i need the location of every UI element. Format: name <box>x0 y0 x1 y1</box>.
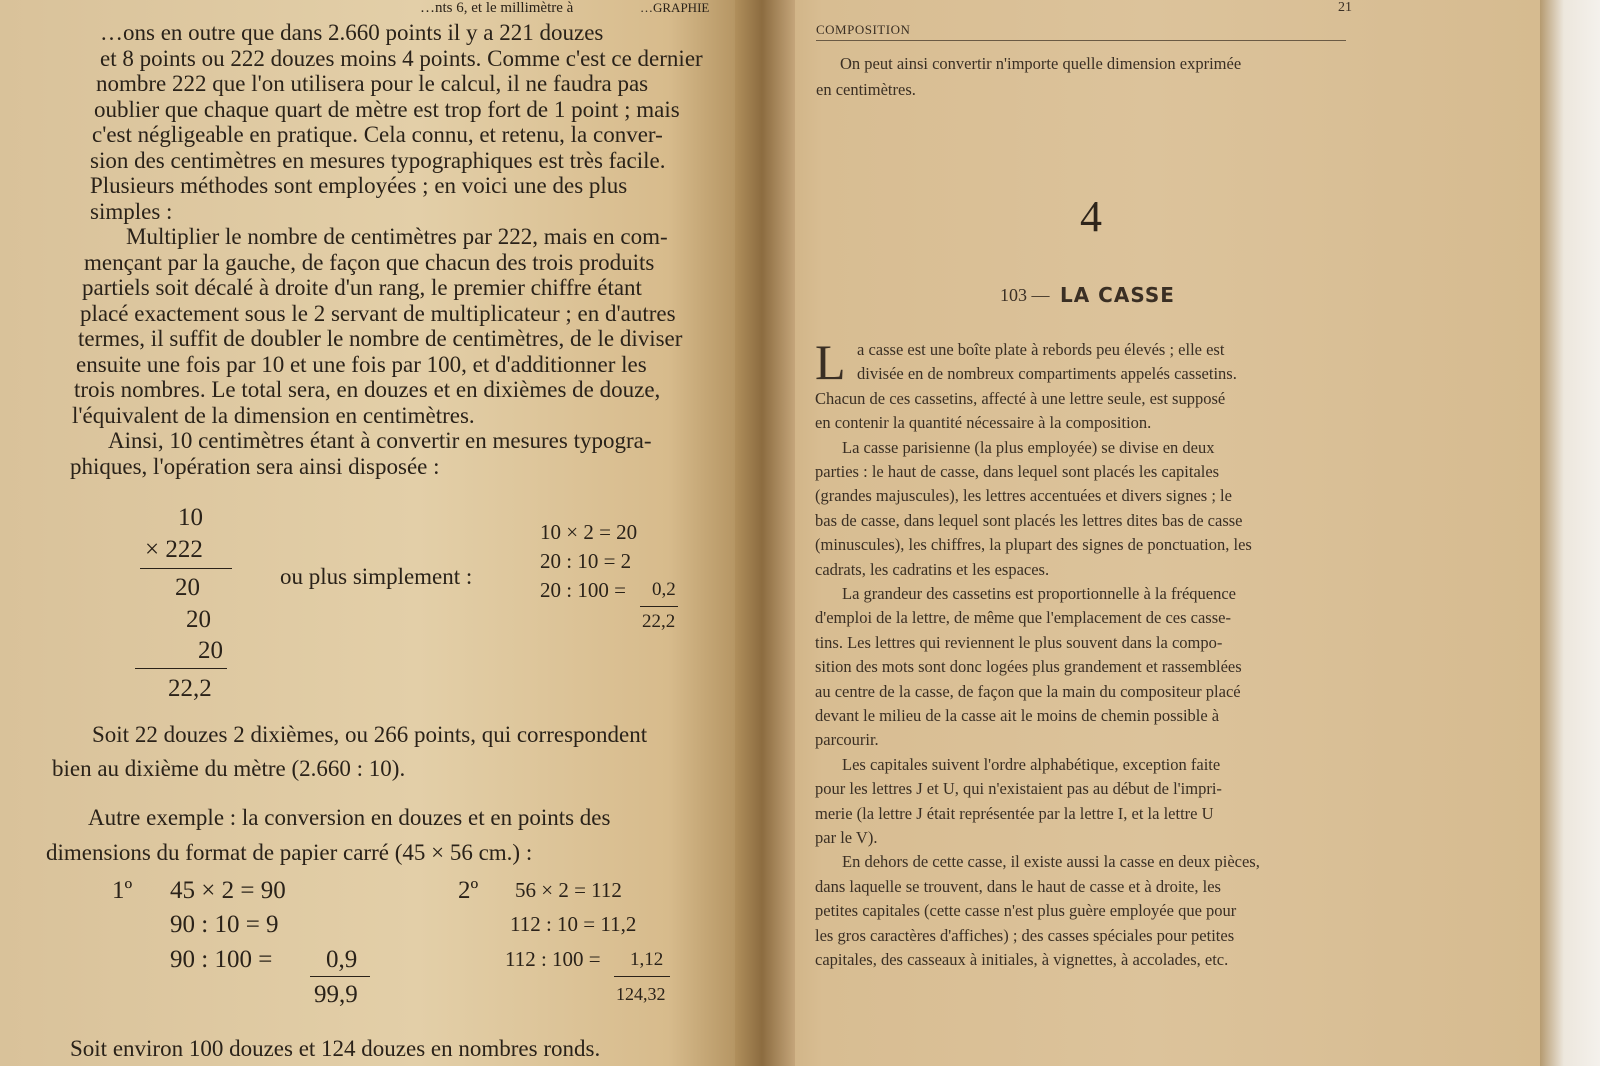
connector-text: ou plus simplement : <box>280 564 473 589</box>
text-line: d'emploi de la lettre, de même que l'emplacement de ces casse- <box>815 608 1231 628</box>
simple-line: 10 × 2 = 20 <box>540 520 638 544</box>
calc-line: 124,32 <box>616 984 666 1004</box>
left-running-head: …GRAPHIE <box>640 0 710 15</box>
text-line: parcourir. <box>815 730 879 750</box>
text-line: partiels soit décalé à droite d'un rang, le premier chiffre étant <box>82 275 642 300</box>
drop-cap: L <box>815 334 846 390</box>
mult-line: 20 <box>198 637 223 664</box>
section-number: 103 — <box>1000 285 1050 305</box>
text-line: Soit 22 douzes 2 dixièmes, ou 266 points, qui correspondent <box>92 722 648 747</box>
simple-line: 20 : 100 = <box>540 578 626 602</box>
intro-line: On peut ainsi convertir n'importe quelle dimension exprimée <box>840 54 1242 73</box>
text-line: simples : <box>90 198 173 224</box>
simple-line: 22,2 <box>642 611 676 632</box>
text-line: nombre 222 que l'on utilisera pour le calcul, il ne faudra pas <box>96 71 649 96</box>
text-line: l'équivalent de la dimension en centimètres. <box>72 402 475 428</box>
text-line: bien au dixième du mètre (2.660 : 10). <box>52 756 406 781</box>
text-line: dimensions du format de papier carré (45 × 56 cm.) : <box>46 840 533 865</box>
text-line: Soit environ 100 douzes et 124 douzes en nombres ronds. <box>70 1036 601 1061</box>
text-line: En dehors de cette casse, il existe aussi la casse en deux pièces, <box>842 852 1260 872</box>
text-line: et 8 points ou 222 douzes moins 4 points. Comme c'est ce dernier <box>100 45 703 71</box>
mult-line: 20 <box>186 606 211 633</box>
simple-line: 20 : 10 = 2 <box>540 549 632 573</box>
section-title: LA CASSE <box>1060 283 1175 307</box>
intro-line: en centimètres. <box>816 80 916 99</box>
rule <box>614 976 670 977</box>
header-rule <box>816 40 1346 41</box>
text-line: Multiplier le nombre de centimètres par 222, mais en com- <box>126 224 668 249</box>
text-line: trois nombres. Le total sera, en douzes et en dixièmes de douze, <box>74 377 661 402</box>
text-line: devant le milieu de la casse ait le moins de chemin possible à <box>815 706 1220 725</box>
calc-line: 90 : 10 = 9 <box>170 911 279 938</box>
text-line: petites capitales (cette casse n'est plus guère employée que pour <box>815 901 1237 921</box>
calc-line: 112 : 100 = <box>505 947 601 971</box>
text-line: sion des centimètres en mesures typographiques est très facile. <box>90 147 666 173</box>
text-line: (grandes majuscules), les lettres accentuées et divers signes ; le <box>815 486 1232 506</box>
text-line: (minuscules), les chiffres, la plupart des signes de ponctuation, les <box>815 535 1252 555</box>
book-gutter <box>735 0 795 1066</box>
page-number: 21 <box>1338 0 1352 15</box>
text-line: parties : le haut de casse, dans lequel sont placés les capitales <box>815 462 1220 481</box>
text-line: c'est négligeable en pratique. Cela connu, et retenu, la conver- <box>92 122 663 147</box>
calc-line: 90 : 100 = <box>170 946 273 973</box>
text-line: a casse est une boîte plate à rebords peu élevés ; elle est <box>857 340 1225 359</box>
text-line: placé exactement sous le 2 servant de multiplicateur ; en d'autres <box>80 300 676 326</box>
text-line: Les capitales suivent l'ordre alphabétique, exception faite <box>842 754 1221 774</box>
text-line: Plusieurs méthodes sont employées ; en voici une des plus <box>90 173 628 198</box>
text-line: par le V). <box>815 828 878 847</box>
text-line: pour les lettres J et U, qui n'existaient pas au début de l'impri- <box>815 779 1222 799</box>
rule <box>140 568 232 569</box>
calc-line: 112 : 10 = 11,2 <box>510 912 637 936</box>
text-line: mençant par la gauche, de façon que chacun des trois produits <box>84 249 655 275</box>
text-line: tins. Les lettres qui reviennent le plus souvent dans la compo- <box>815 632 1223 652</box>
text-line: La grandeur des cassetins est proportionnelle à la fréquence <box>842 584 1237 603</box>
text-line: sition des mots sont donc logées plus grandement et rassemblées <box>815 657 1242 677</box>
chapter-number: 4 <box>1080 192 1102 241</box>
example-label: 2º <box>458 877 479 904</box>
text-line: phiques, l'opération sera ainsi disposée : <box>70 453 440 479</box>
mult-line: × 222 <box>145 536 203 563</box>
text-line: au centre de la casse, de façon que la main du compositeur placé <box>815 681 1241 701</box>
text-line: oublier que chaque quart de mètre est trop fort de 1 point ; mais <box>94 96 680 122</box>
text-line: Chacun de ces cassetins, affecté à une lettre seule, est supposé <box>815 388 1226 408</box>
text-line: merie (la lettre J était représentée par la lettre I, et la lettre U <box>815 803 1214 823</box>
mult-line: 20 <box>175 574 200 601</box>
text-line: dans laquelle se trouvent, dans le haut de casse et à droite, les <box>815 876 1221 896</box>
rule <box>310 976 370 977</box>
page-edge <box>1540 0 1600 1066</box>
calc-line: 56 × 2 = 112 <box>515 878 622 902</box>
text-line: capitales, des casseaux à initiales, à vignettes, à accolades, etc. <box>815 950 1229 969</box>
mult-line: 22,2 <box>168 675 212 702</box>
text-line: cadrats, les cadratins et les espaces. <box>815 559 1050 579</box>
rule <box>135 668 227 669</box>
text-line: bas de casse, dans lequel sont placés les lettres dites bas de casse <box>815 510 1243 530</box>
text-line: ensuite une fois par 10 et une fois par 100, et d'additionner les <box>76 351 647 377</box>
text-line: en contenir la quantité nécessaire à la composition. <box>815 413 1152 433</box>
text-line: La casse parisienne (la plus employée) se divise en deux <box>842 437 1215 457</box>
text-line: les gros caractères d'affiches) ; des casses spéciales pour petites <box>815 925 1235 945</box>
calc-line: 0,9 <box>326 946 358 973</box>
text-line: …nts 6, et le millimètre à <box>420 0 574 16</box>
simple-line: 0,2 <box>652 579 676 600</box>
rule <box>640 606 678 607</box>
text-line: Ainsi, 10 centimètres étant à convertir en mesures typogra- <box>108 428 652 453</box>
example-label: 1º <box>112 877 133 904</box>
text-line: …ons en outre que dans 2.660 points il y a 221 douzes <box>100 20 604 45</box>
right-running-head: COMPOSITION <box>816 22 911 37</box>
text-line: termes, il suffit de doubler le nombre de centimètres, de le diviser <box>78 326 683 351</box>
text-line: divisée en de nombreux compartiments appelés cassetins. <box>857 364 1237 384</box>
calc-line: 45 × 2 = 90 <box>170 877 286 904</box>
calc-line: 99,9 <box>314 981 358 1008</box>
text-line: Autre exemple : la conversion en douzes et en points des <box>88 805 611 830</box>
calc-line: 1,12 <box>630 949 664 970</box>
mult-line: 10 <box>178 504 203 531</box>
